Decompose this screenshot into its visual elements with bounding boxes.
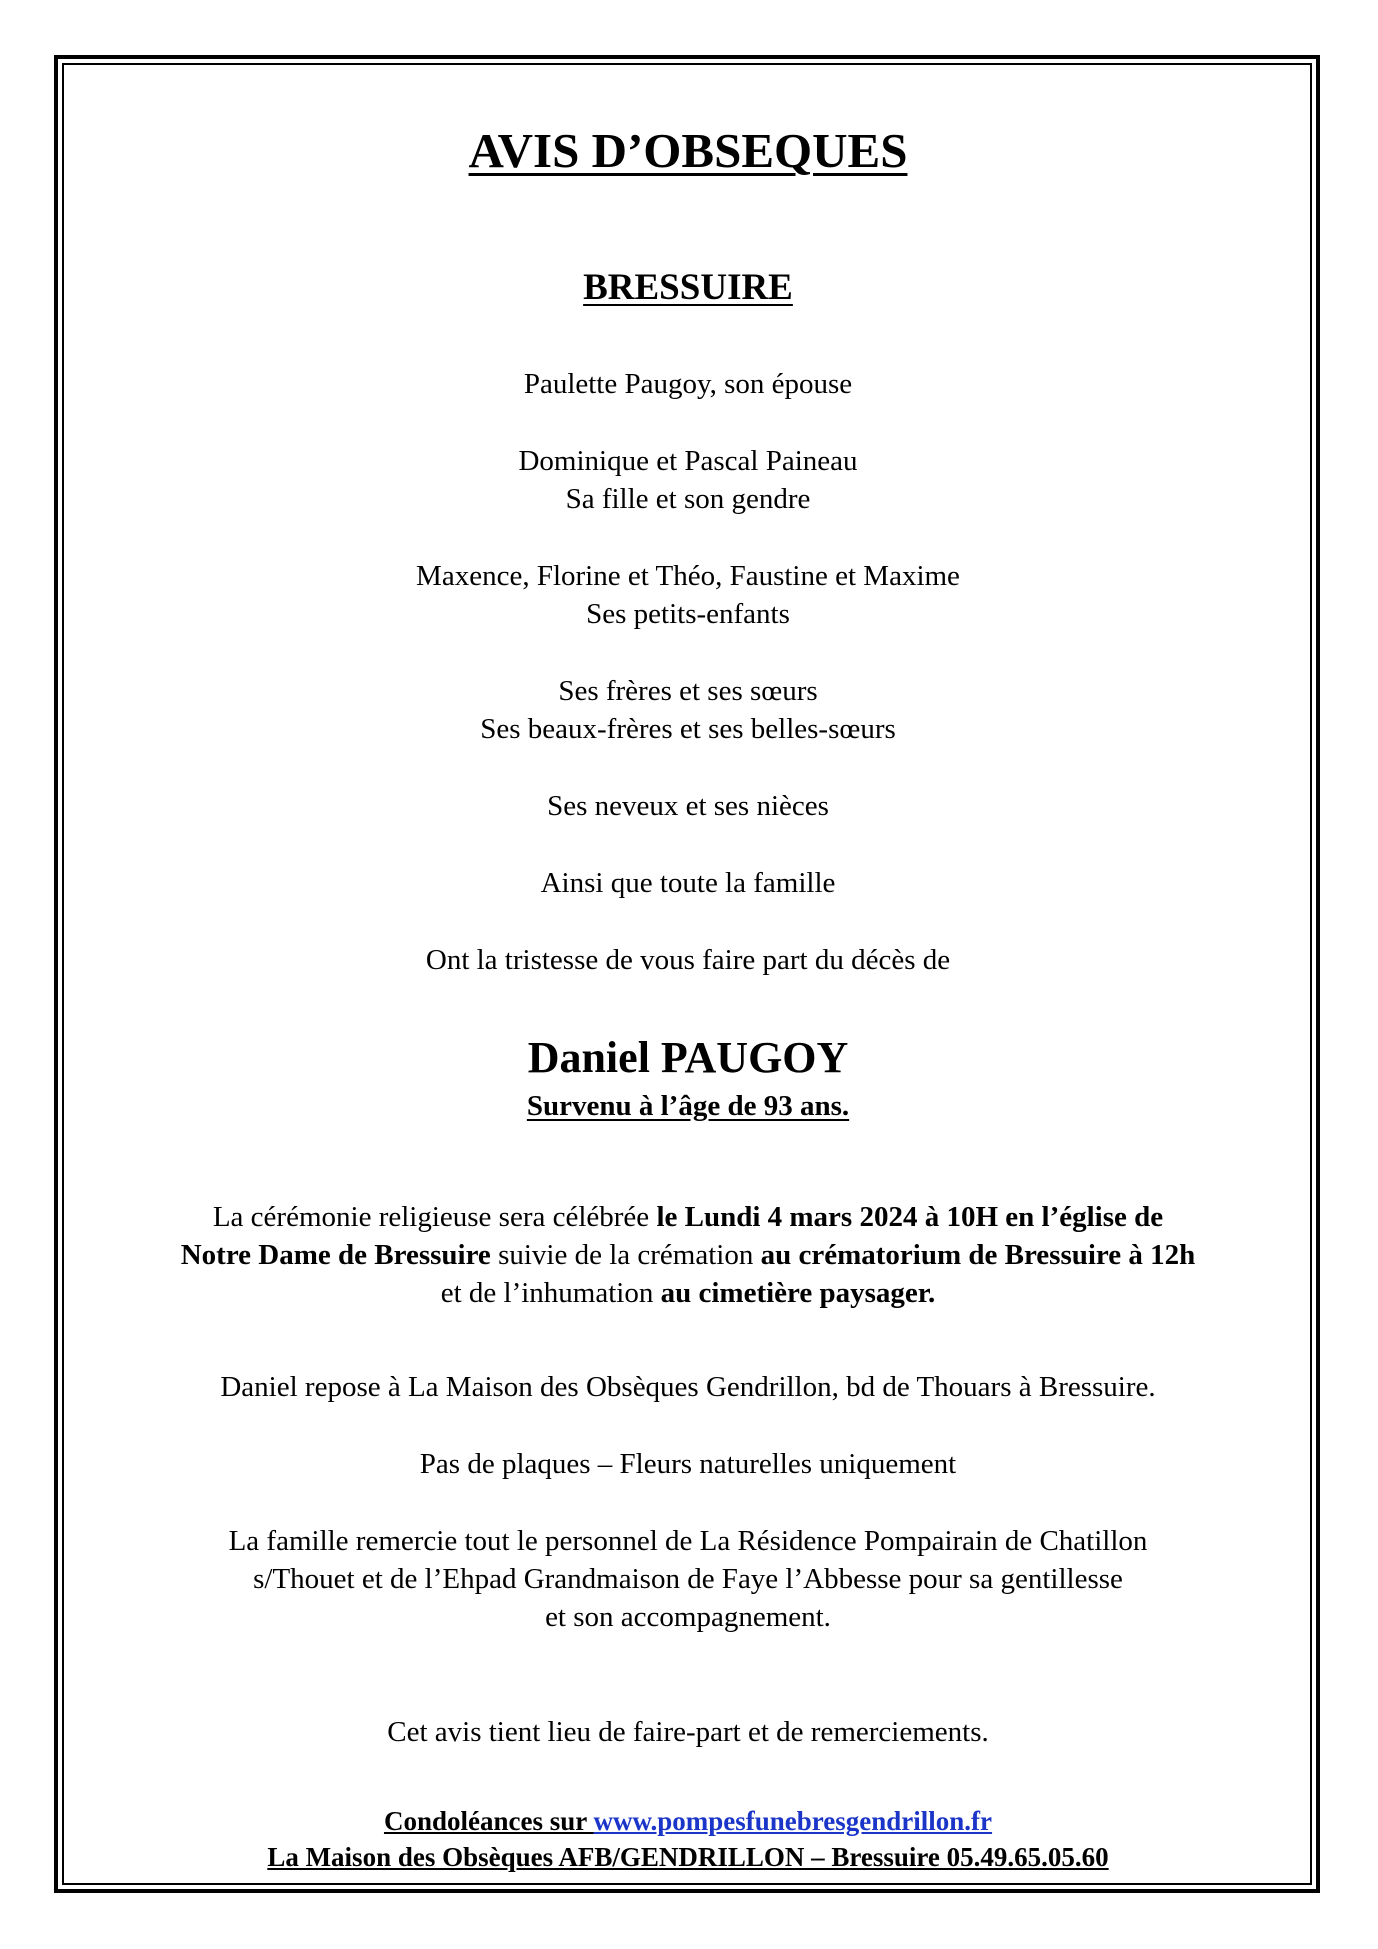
nephews-line: Ses neveux et ses nièces [547,790,829,822]
grandchildren-names: Maxence, Florine et Théo, Faustine et Maxime [416,560,960,592]
flowers-line: Pas de plaques – Fleurs naturelles uniquement [419,1448,957,1480]
thanks-line-2: s/Thouet et de l’Ehpad Grandmaison de Faye l’Abbesse pour sa gentillesse [253,1563,1123,1595]
daughter-relation: Sa fille et son gendre [565,483,811,515]
all-family-line: Ainsi que toute la famille [540,867,836,899]
ceremony-line-1 [70,1198,1306,1236]
announcement-line: Ont la tristesse de vous faire part du décès de [425,944,951,976]
in-laws-line: Ses beaux-frères et ses belles-sœurs [480,713,896,745]
ceremony-text-3b: au cimetière paysager. [660,1277,936,1309]
ceremony-text-1b: le Lundi 4 mars 2024 à 10H en l’église de [656,1201,1164,1233]
city-heading: BRESSUIRE [583,267,793,308]
thanks-line-1: La famille remercie tout le personnel de La Résidence Pompairain de Chatillon [228,1525,1148,1557]
ceremony-text-2a: Notre Dame de Bressuire [180,1239,491,1271]
ceremony-line-2 [70,1236,1306,1274]
ceremony-line-3 [70,1274,1306,1312]
condolences-line [70,1806,1306,1837]
rest-place-line: Daniel repose à La Maison des Obsèques Gendrillon, bd de Thouars à Bressuire. [220,1371,1156,1403]
spouse-line: Paulette Paugoy, son épouse [523,368,853,400]
siblings-line: Ses frères et ses sœurs [558,675,818,707]
notice-title: AVIS D’OBSEQUES [468,123,908,178]
website-link[interactable]: www.pompesfunebresgendrillon.fr [593,1806,993,1836]
deceased-age: Survenu à l’âge de 93 ans. [526,1090,850,1122]
grandchildren-relation: Ses petits-enfants [586,598,790,630]
ceremony-text-1a: La cérémonie religieuse sera célébrée [212,1201,657,1233]
ceremony-text-2b: suivie de la crémation [490,1239,761,1271]
condolences-label: Condoléances sur [383,1806,594,1836]
company-line: La Maison des Obsèques AFB/GENDRILLON – Bressuire 05.49.65.05.60 [267,1842,1109,1872]
daughter-names: Dominique et Pascal Paineau [518,445,858,477]
ceremony-text-3a: et de l’inhumation [440,1277,661,1309]
ceremony-text-2c: au crématorium de Bressuire à 12h [760,1239,1196,1271]
deceased-name: Daniel PAUGOY [527,1033,849,1082]
notice-line: Cet avis tient lieu de faire-part et de remerciements. [387,1716,989,1748]
thanks-line-3: et son accompagnement. [545,1601,831,1633]
